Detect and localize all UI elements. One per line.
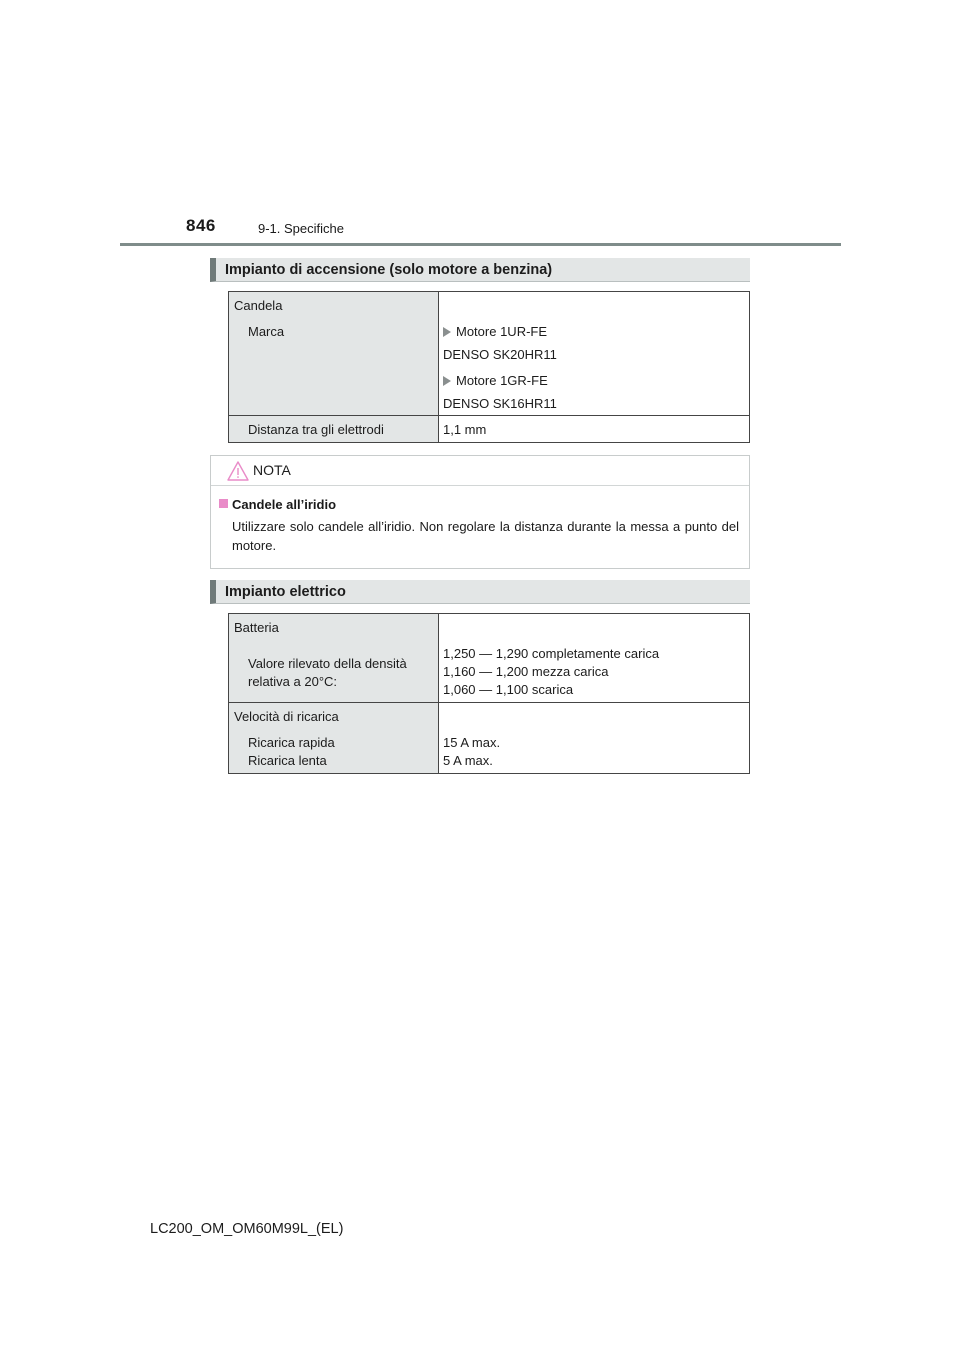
ignition-spec-table (228, 291, 750, 443)
chapter-title: 9-1. Specifiche (258, 221, 344, 236)
arrow-right-icon (443, 327, 451, 337)
electrical-section-title: Impianto elettrico (225, 584, 346, 600)
gap-label-cell (229, 416, 439, 443)
spark-plug-value-cell (439, 292, 750, 416)
ignition-section-header (210, 258, 750, 282)
gap-label: Distanza tra gli elettrodi (248, 422, 384, 437)
gap-value: 1,1 mm (443, 422, 487, 437)
ignition-section-title: Impianto di accensione (solo motore a benzina) (225, 262, 553, 278)
engine-1ur-fe (443, 324, 547, 339)
battery-label-cell (229, 614, 439, 703)
slow-charge-label: Ricarica lenta (248, 753, 327, 768)
electrical-spec-table (228, 613, 750, 774)
note-title: NOTA (253, 462, 291, 478)
electrical-section-header (210, 580, 750, 604)
note-text: Utilizzare solo candele all’iridio. Non regolare la distanza durante la messa a punto del motore. (232, 519, 739, 553)
document-code: LC200_OM_OM60M99L_(EL) (150, 1221, 344, 1237)
note-box (210, 455, 750, 569)
engine-1-label: Motore 1UR-FE (456, 324, 548, 339)
header-divider (120, 243, 841, 246)
engine-1gr-fe (443, 373, 548, 388)
density-full: 1,250 — 1,290 completamente carica (443, 646, 660, 661)
spark-plug-label: Candela (234, 298, 283, 313)
note-subtitle: Candele all’iridio (232, 497, 337, 512)
page-number: 846 (186, 216, 216, 235)
charge-label-cell (229, 703, 439, 774)
fast-charge-value: 15 A max. (443, 735, 501, 750)
battery-value-cell (439, 614, 750, 703)
density-empty: 1,060 — 1,100 scarica (443, 682, 574, 697)
note-bullet (219, 499, 228, 508)
brand-label: Marca (248, 324, 285, 339)
spark-plug-label-cell (229, 292, 439, 416)
warning-triangle-icon (227, 461, 249, 481)
arrow-right-icon (443, 376, 451, 386)
engine-2-label: Motore 1GR-FE (456, 373, 548, 388)
density-label-line-2: relativa a 20°C: (248, 674, 338, 689)
gap-value-cell (439, 416, 750, 443)
density-label-line-1: Valore rilevato della densità (248, 656, 407, 671)
plug-1-value: DENSO SK20HR11 (443, 347, 557, 362)
slow-charge-value: 5 A max. (443, 753, 493, 768)
density-half: 1,160 — 1,200 mezza carica (443, 664, 609, 679)
charge-value-cell (439, 703, 750, 774)
battery-label: Batteria (234, 620, 279, 635)
charge-rate-label: Velocità di ricarica (234, 709, 339, 724)
fast-charge-label: Ricarica rapida (248, 735, 335, 750)
plug-2-value: DENSO SK16HR11 (443, 396, 557, 411)
note-header (211, 456, 749, 486)
